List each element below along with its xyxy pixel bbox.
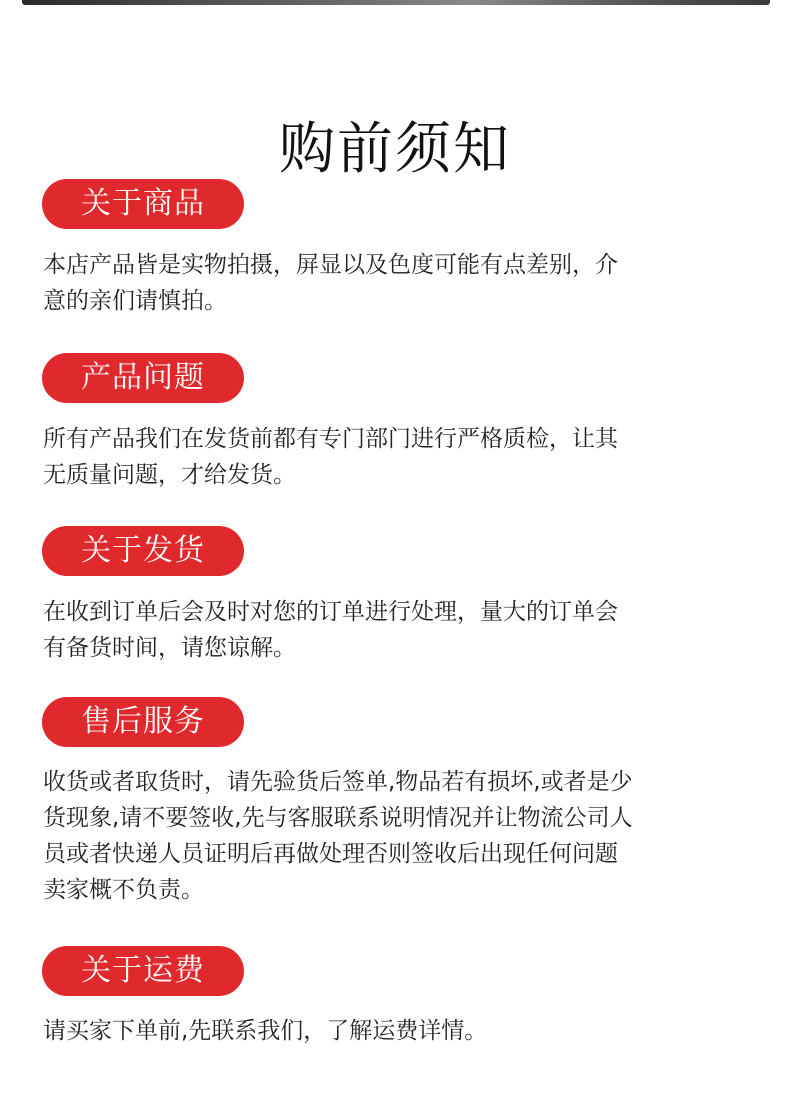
page-title: 购前须知 <box>279 116 511 182</box>
section-heading-about-product: 关于商品 <box>42 179 244 229</box>
top-image-edge <box>22 0 770 5</box>
text-line: 卖家概不负责。 <box>43 877 204 903</box>
section-heading-about-shipping: 关于发货 <box>42 526 244 576</box>
section-body-after-sales <box>43 764 743 908</box>
text-line: 货现象,请不要签收,先与客服联系说明情况并让物流公司人 <box>43 805 633 831</box>
section-heading-about-freight: 关于运费 <box>42 946 244 996</box>
section-heading-product-issues: 产品问题 <box>42 353 244 403</box>
text-line: 在收到订单后会及时对您的订单进行处理，量大的订单会 <box>43 599 618 625</box>
section-body-product-issues <box>43 421 743 493</box>
text-line: 收货或者取货时，请先验货后签单,物品若有损坏,或者是少 <box>43 769 633 795</box>
section-body-about-product <box>43 247 743 319</box>
text-line: 请买家下单前,先联系我们，了解运费详情。 <box>43 1018 488 1044</box>
text-line: 本店产品皆是实物拍摄，屏显以及色度可能有点差别，介 <box>43 252 618 278</box>
text-line: 意的亲们请慎拍。 <box>43 288 227 314</box>
section-heading-after-sales: 售后服务 <box>42 697 244 747</box>
text-line: 员或者快递人员证明后再做处理否则签收后出现任何问题 <box>43 841 618 867</box>
text-line: 无质量问题，才给发货。 <box>43 462 296 488</box>
section-body-about-freight <box>43 1013 743 1049</box>
section-body-about-shipping <box>43 594 743 666</box>
text-line: 所有产品我们在发货前都有专门部门进行严格质检，让其 <box>43 426 618 452</box>
text-line: 有备货时间，请您谅解。 <box>43 635 296 661</box>
